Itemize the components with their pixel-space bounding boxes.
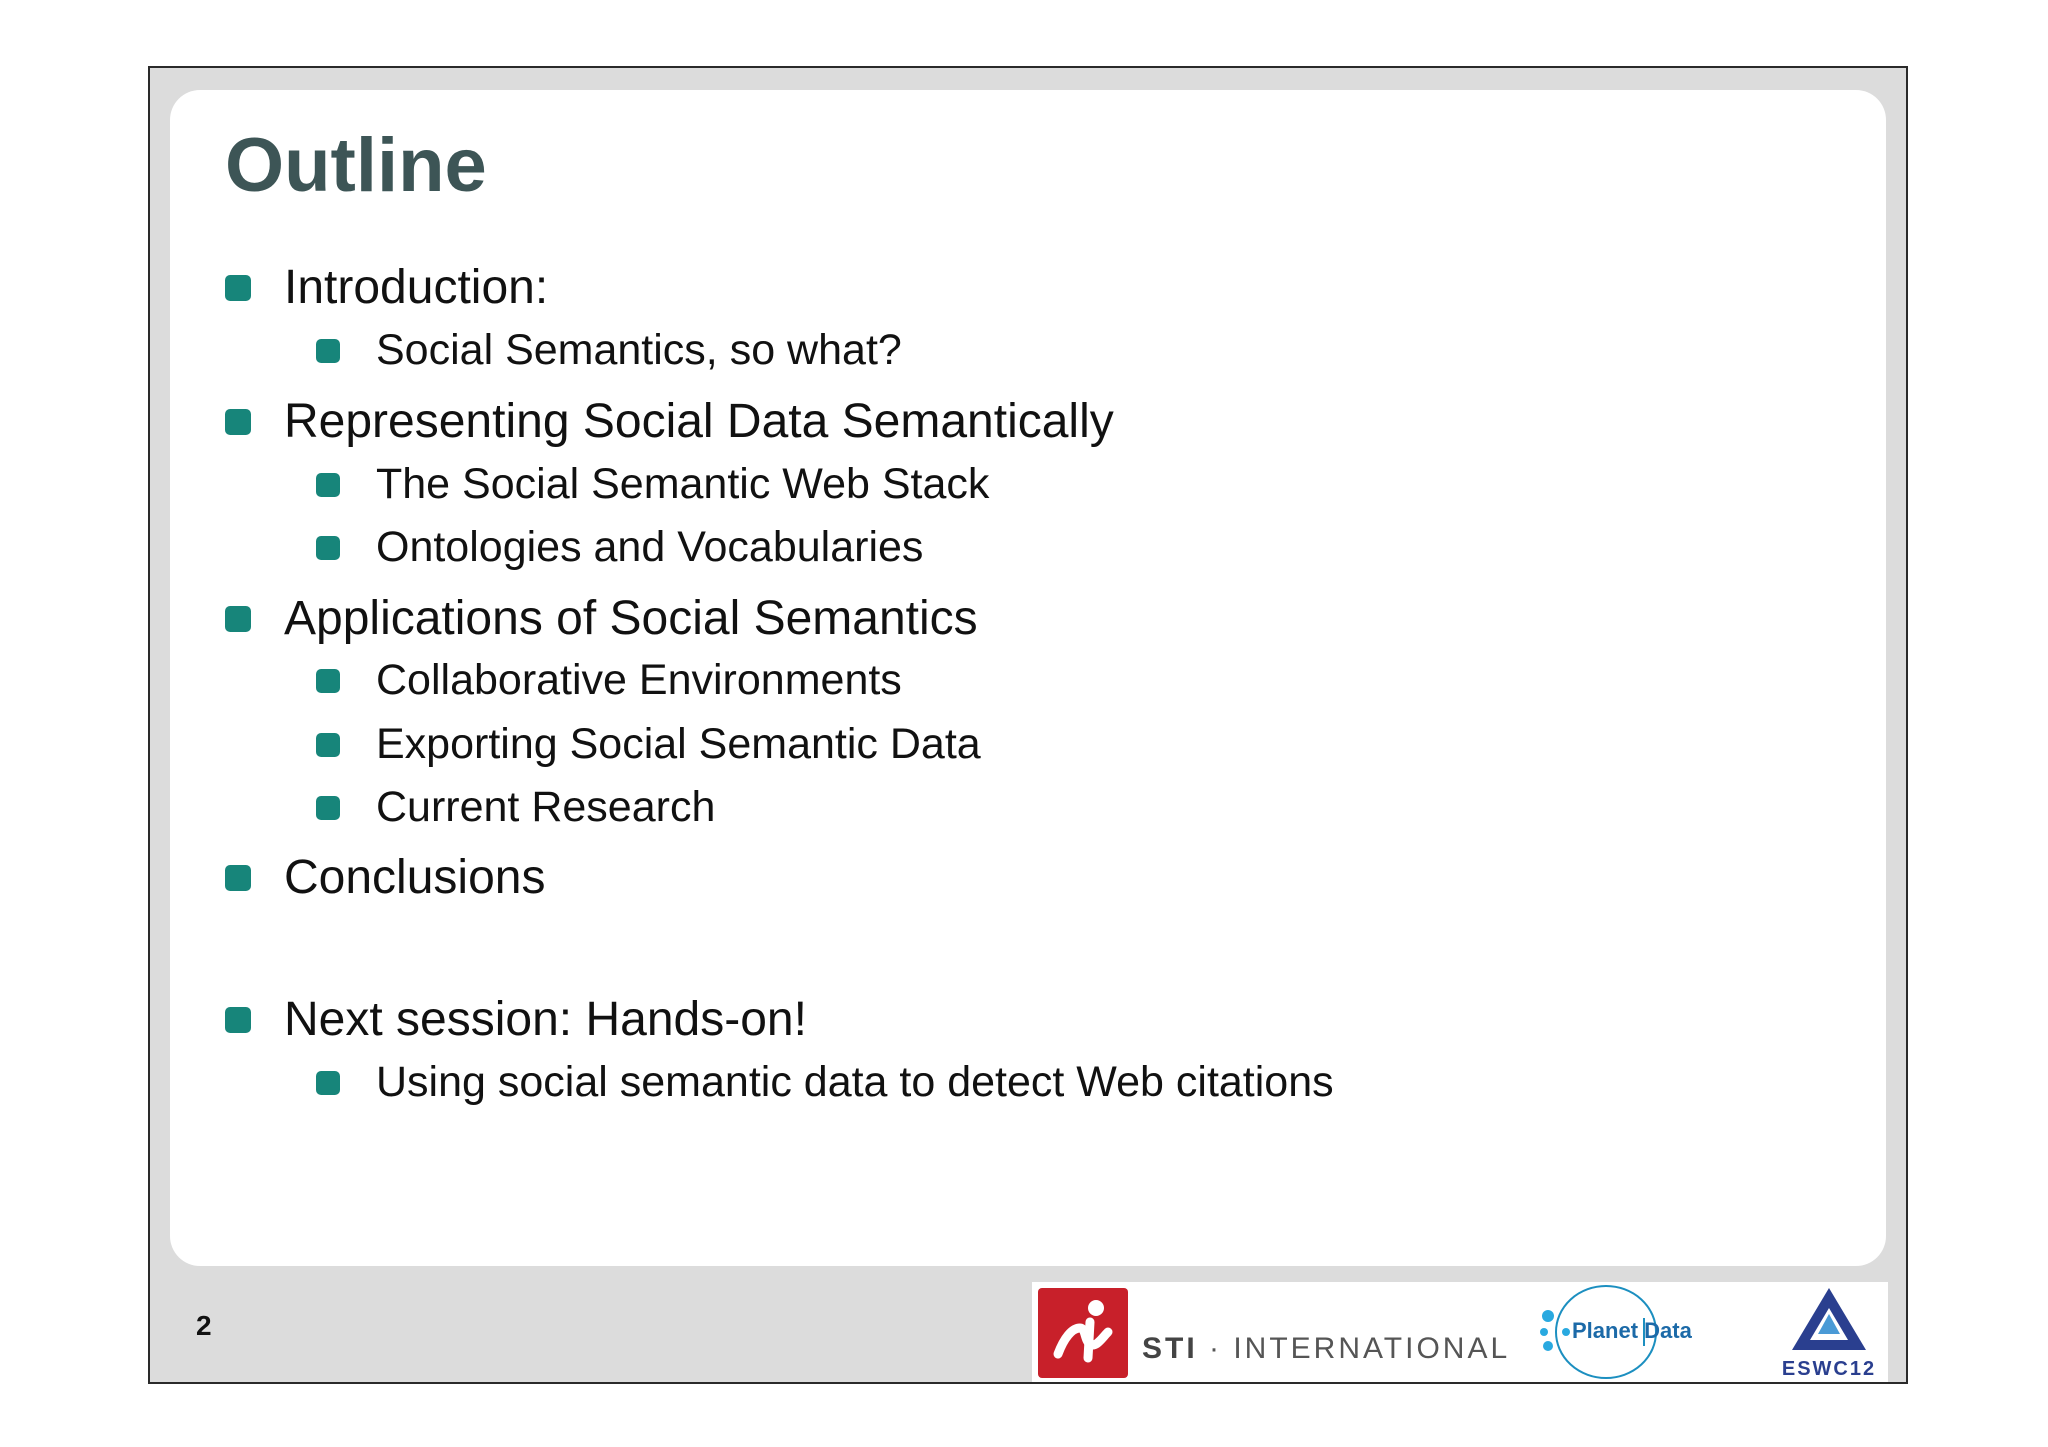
outline-subitem bbox=[316, 720, 981, 769]
outline-item-text: Representing Social Data Semantically bbox=[284, 395, 1114, 448]
outline-subitem bbox=[316, 656, 902, 705]
outline-item bbox=[225, 591, 978, 646]
outline-subitem-text: The Social Semantic Web Stack bbox=[376, 460, 990, 508]
square-bullet-icon bbox=[316, 473, 340, 497]
outline-item-text: Next session: Hands-on! bbox=[284, 993, 807, 1046]
outline-item-text: Introduction: bbox=[284, 261, 549, 314]
outline-item-text: Applications of Social Semantics bbox=[284, 592, 978, 645]
sti-wordmark: STI · INTERNATIONAL bbox=[1142, 1332, 1511, 1365]
square-bullet-icon bbox=[316, 733, 340, 757]
outline-list bbox=[170, 90, 1886, 1266]
slide-title: Outline bbox=[225, 123, 487, 208]
square-bullet-icon bbox=[316, 796, 340, 820]
outline-item bbox=[225, 394, 1114, 449]
outline-subitem bbox=[316, 1058, 1334, 1107]
content-panel bbox=[170, 90, 1886, 1266]
outline-item bbox=[225, 992, 807, 1047]
outline-subitem bbox=[316, 523, 923, 572]
sti-logo-icon bbox=[1038, 1288, 1128, 1378]
planet-data-wordmark: Planet Data bbox=[1572, 1318, 1692, 1343]
outline-subitem-text: Collaborative Environments bbox=[376, 656, 902, 704]
square-bullet-icon bbox=[316, 536, 340, 560]
page-number: 2 bbox=[196, 1310, 212, 1341]
outline-item bbox=[225, 260, 548, 315]
outline-subitem bbox=[316, 783, 715, 832]
outline-item-text: Conclusions bbox=[284, 851, 546, 904]
square-bullet-icon bbox=[316, 669, 340, 693]
eswc-wordmark: ESWC12 bbox=[1781, 1358, 1877, 1380]
planet-data-logo bbox=[1536, 1284, 1716, 1380]
square-bullet-icon bbox=[316, 1071, 340, 1095]
eswc-triangle-icon bbox=[1774, 1284, 1884, 1360]
outline-item bbox=[225, 850, 545, 905]
outline-subitem bbox=[316, 460, 989, 509]
square-bullet-icon bbox=[225, 1007, 251, 1033]
square-bullet-icon bbox=[225, 275, 251, 301]
square-bullet-icon bbox=[316, 339, 340, 363]
eswc-logo bbox=[1774, 1284, 1884, 1380]
slide-frame bbox=[148, 66, 1908, 1384]
outline-subitem bbox=[316, 326, 902, 375]
outline-subitem-text: Social Semantics, so what? bbox=[376, 326, 902, 374]
square-bullet-icon bbox=[225, 606, 251, 632]
outline-subitem-text: Ontologies and Vocabularies bbox=[376, 523, 924, 571]
outline-subitem-text: Exporting Social Semantic Data bbox=[376, 720, 981, 768]
footer-logo-bar bbox=[1032, 1282, 1888, 1382]
outline-subitem-text: Using social semantic data to detect Web citations bbox=[376, 1058, 1334, 1106]
outline-subitem-text: Current Research bbox=[376, 783, 716, 831]
square-bullet-icon bbox=[225, 409, 251, 435]
square-bullet-icon bbox=[225, 865, 251, 891]
